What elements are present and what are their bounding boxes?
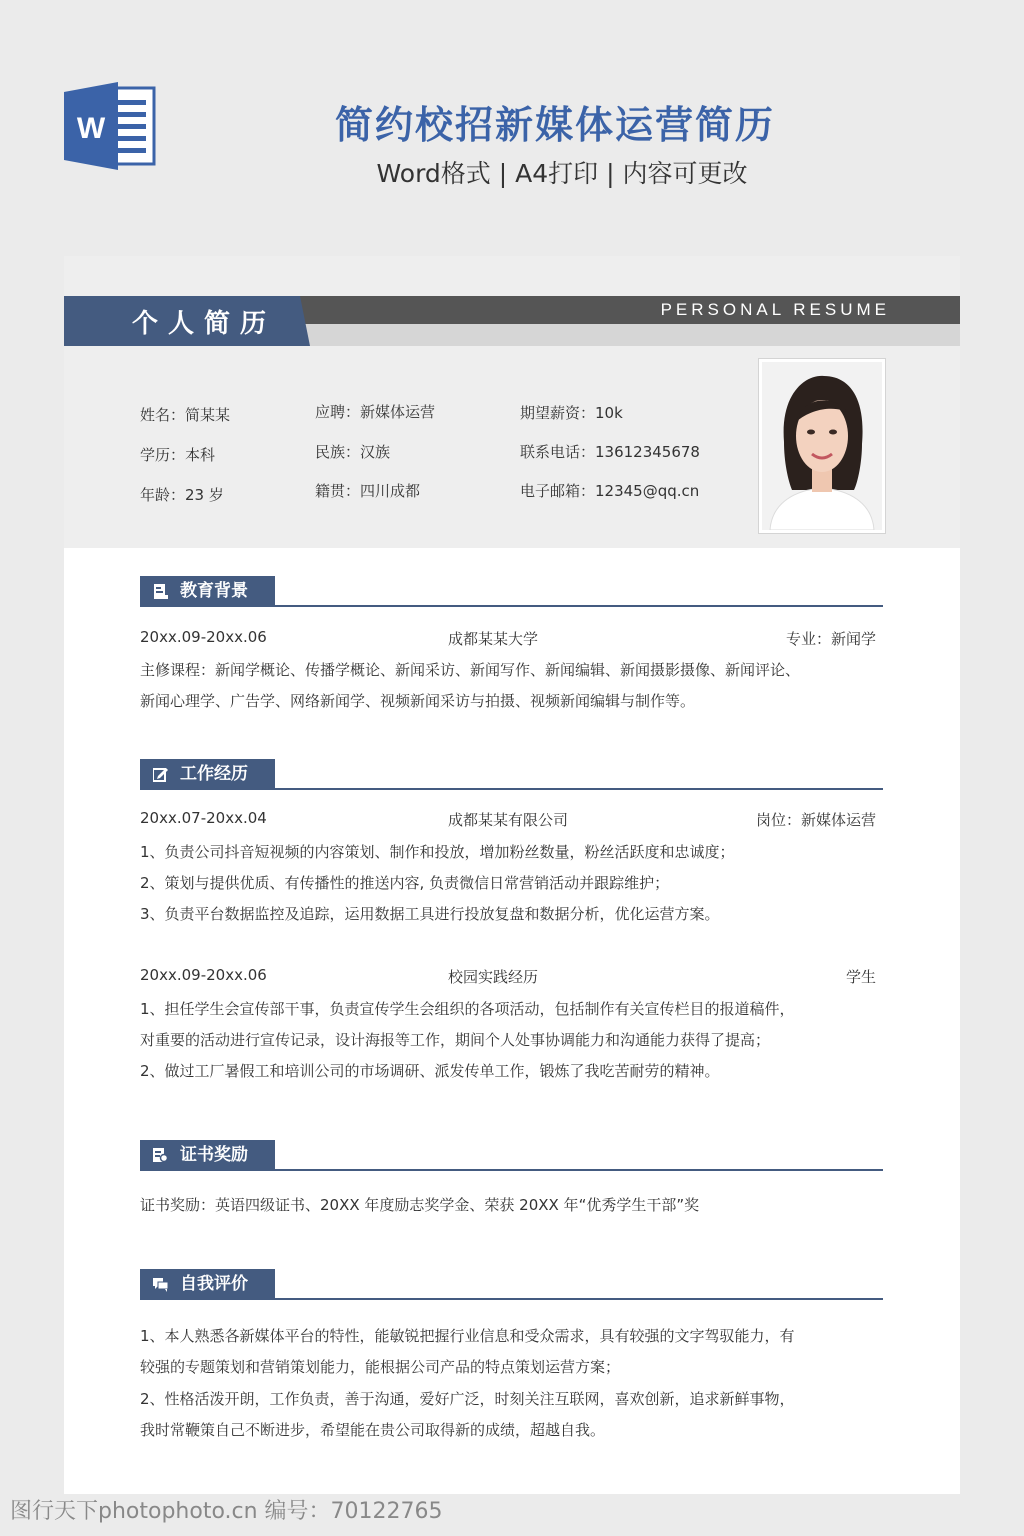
word-logo-letter: W (76, 112, 106, 145)
education-school: 成都某某大学 (448, 630, 539, 648)
section-education (140, 576, 883, 608)
resume-title: 个人简历 (132, 309, 277, 339)
education-period: 20xx.09-20xx.06 (140, 628, 267, 646)
job1-line2: 2、策划与提供优质、有传播性的推送内容, 负责微信日常营销活动并跟踪维护； (140, 874, 670, 892)
job1-period: 20xx.07-20xx.04 (140, 809, 267, 827)
education-courses-line1: 主修课程：新闻学概论、传播学概论、新闻采访、新闻写作、新闻编辑、新闻摄影摄像、新闻评论、 (140, 661, 801, 679)
certificate-icon (153, 1148, 168, 1163)
profile-photo (758, 358, 886, 534)
education-major: 专业：新闻学 (785, 630, 876, 648)
document-icon (153, 584, 168, 599)
resume-title-en: PERSONAL RESUME (660, 300, 890, 319)
job2-line3: 2、做过工厂暑假工和培训公司的市场调研、派发传单工作，锻炼了我吃苦耐劳的精神。 (140, 1062, 720, 1080)
job2-line2: 对重要的活动进行宣传记录，设计海报等工作，期间个人处事协调能力和沟通能力获得了提高； (140, 1031, 771, 1049)
info-name: 姓名：简某某 (140, 406, 231, 424)
self-line2: 较强的专题策划和营销策划能力，能根据公司产品的特点策划运营方案； (140, 1358, 621, 1376)
info-phone: 联系电话：13612345678 (520, 443, 700, 461)
section-work (140, 759, 883, 791)
section-heading: 工作经历 (180, 764, 248, 784)
self-line1: 1、本人熟悉各新媒体平台的特性，能敏锐把握行业信息和受众需求，具有较强的文字驾驭能力，有 (140, 1327, 795, 1345)
watermark: 图行天下photophoto.cn 编号：70122765 (10, 1499, 443, 1524)
section-awards (140, 1140, 883, 1172)
job2-company: 校园实践经历 (448, 968, 539, 986)
section-divider (140, 605, 883, 607)
section-heading: 证书奖励 (180, 1145, 248, 1165)
edit-icon (153, 767, 168, 782)
awards-line: 证书奖励：英语四级证书、20XX 年度励志奖学金、荣获 20XX 年“优秀学生干部”奖 (140, 1196, 700, 1214)
self-line4: 我时常鞭策自己不断进步，希望能在贵公司取得新的成绩，超越自我。 (140, 1421, 606, 1439)
education-courses-line2: 新闻心理学、广告学、网络新闻学、视频新闻采访与拍摄、视频新闻编辑与制作等。 (140, 692, 696, 710)
info-email: 电子邮箱：12345@qq.cn (520, 482, 700, 500)
info-age: 年龄：23 岁 (140, 486, 224, 504)
job1-line1: 1、负责公司抖音短视频的内容策划、制作和投放，增加粉丝数量，粉丝活跃度和忠诚度； (140, 843, 735, 861)
info-position: 应聘：新媒体运营 (315, 403, 436, 421)
self-line3: 2、性格活泼开朗，工作负责，善于沟通，爱好广泛，时刻关注互联网，喜欢创新，追求新鲜事物， (140, 1390, 795, 1408)
info-salary: 期望薪资：10k (520, 404, 623, 422)
section-self (140, 1269, 883, 1301)
job1-line3: 3、负责平台数据监控及追踪，运用数据工具进行投放复盘和数据分析，优化运营方案。 (140, 905, 720, 923)
chat-icon (153, 1277, 168, 1292)
section-heading: 自我评价 (180, 1274, 248, 1294)
banner-subtitle: Word格式 | A4打印 | 内容可更改 (376, 159, 748, 188)
resume-paper (64, 256, 960, 1494)
job2-role: 学生 (845, 968, 876, 986)
job1-role: 岗位：新媒体运营 (755, 811, 876, 829)
section-heading: 教育背景 (180, 581, 248, 601)
info-hometown: 籍贯：四川成都 (315, 482, 421, 500)
banner-title: 简约校招新媒体运营简历 (334, 103, 775, 147)
section-divider (140, 1169, 883, 1171)
section-divider (140, 1298, 883, 1300)
job2-line1: 1、担任学生会宣传部干事，负责宣传学生会组织的各项活动，包括制作有关宣传栏目的报道稿件， (140, 1000, 795, 1018)
job2-period: 20xx.09-20xx.06 (140, 966, 267, 984)
info-education: 学历：本科 (140, 446, 216, 464)
info-ethnicity: 民族：汉族 (315, 443, 391, 461)
section-divider (140, 788, 883, 790)
job1-company: 成都某某有限公司 (448, 811, 569, 829)
